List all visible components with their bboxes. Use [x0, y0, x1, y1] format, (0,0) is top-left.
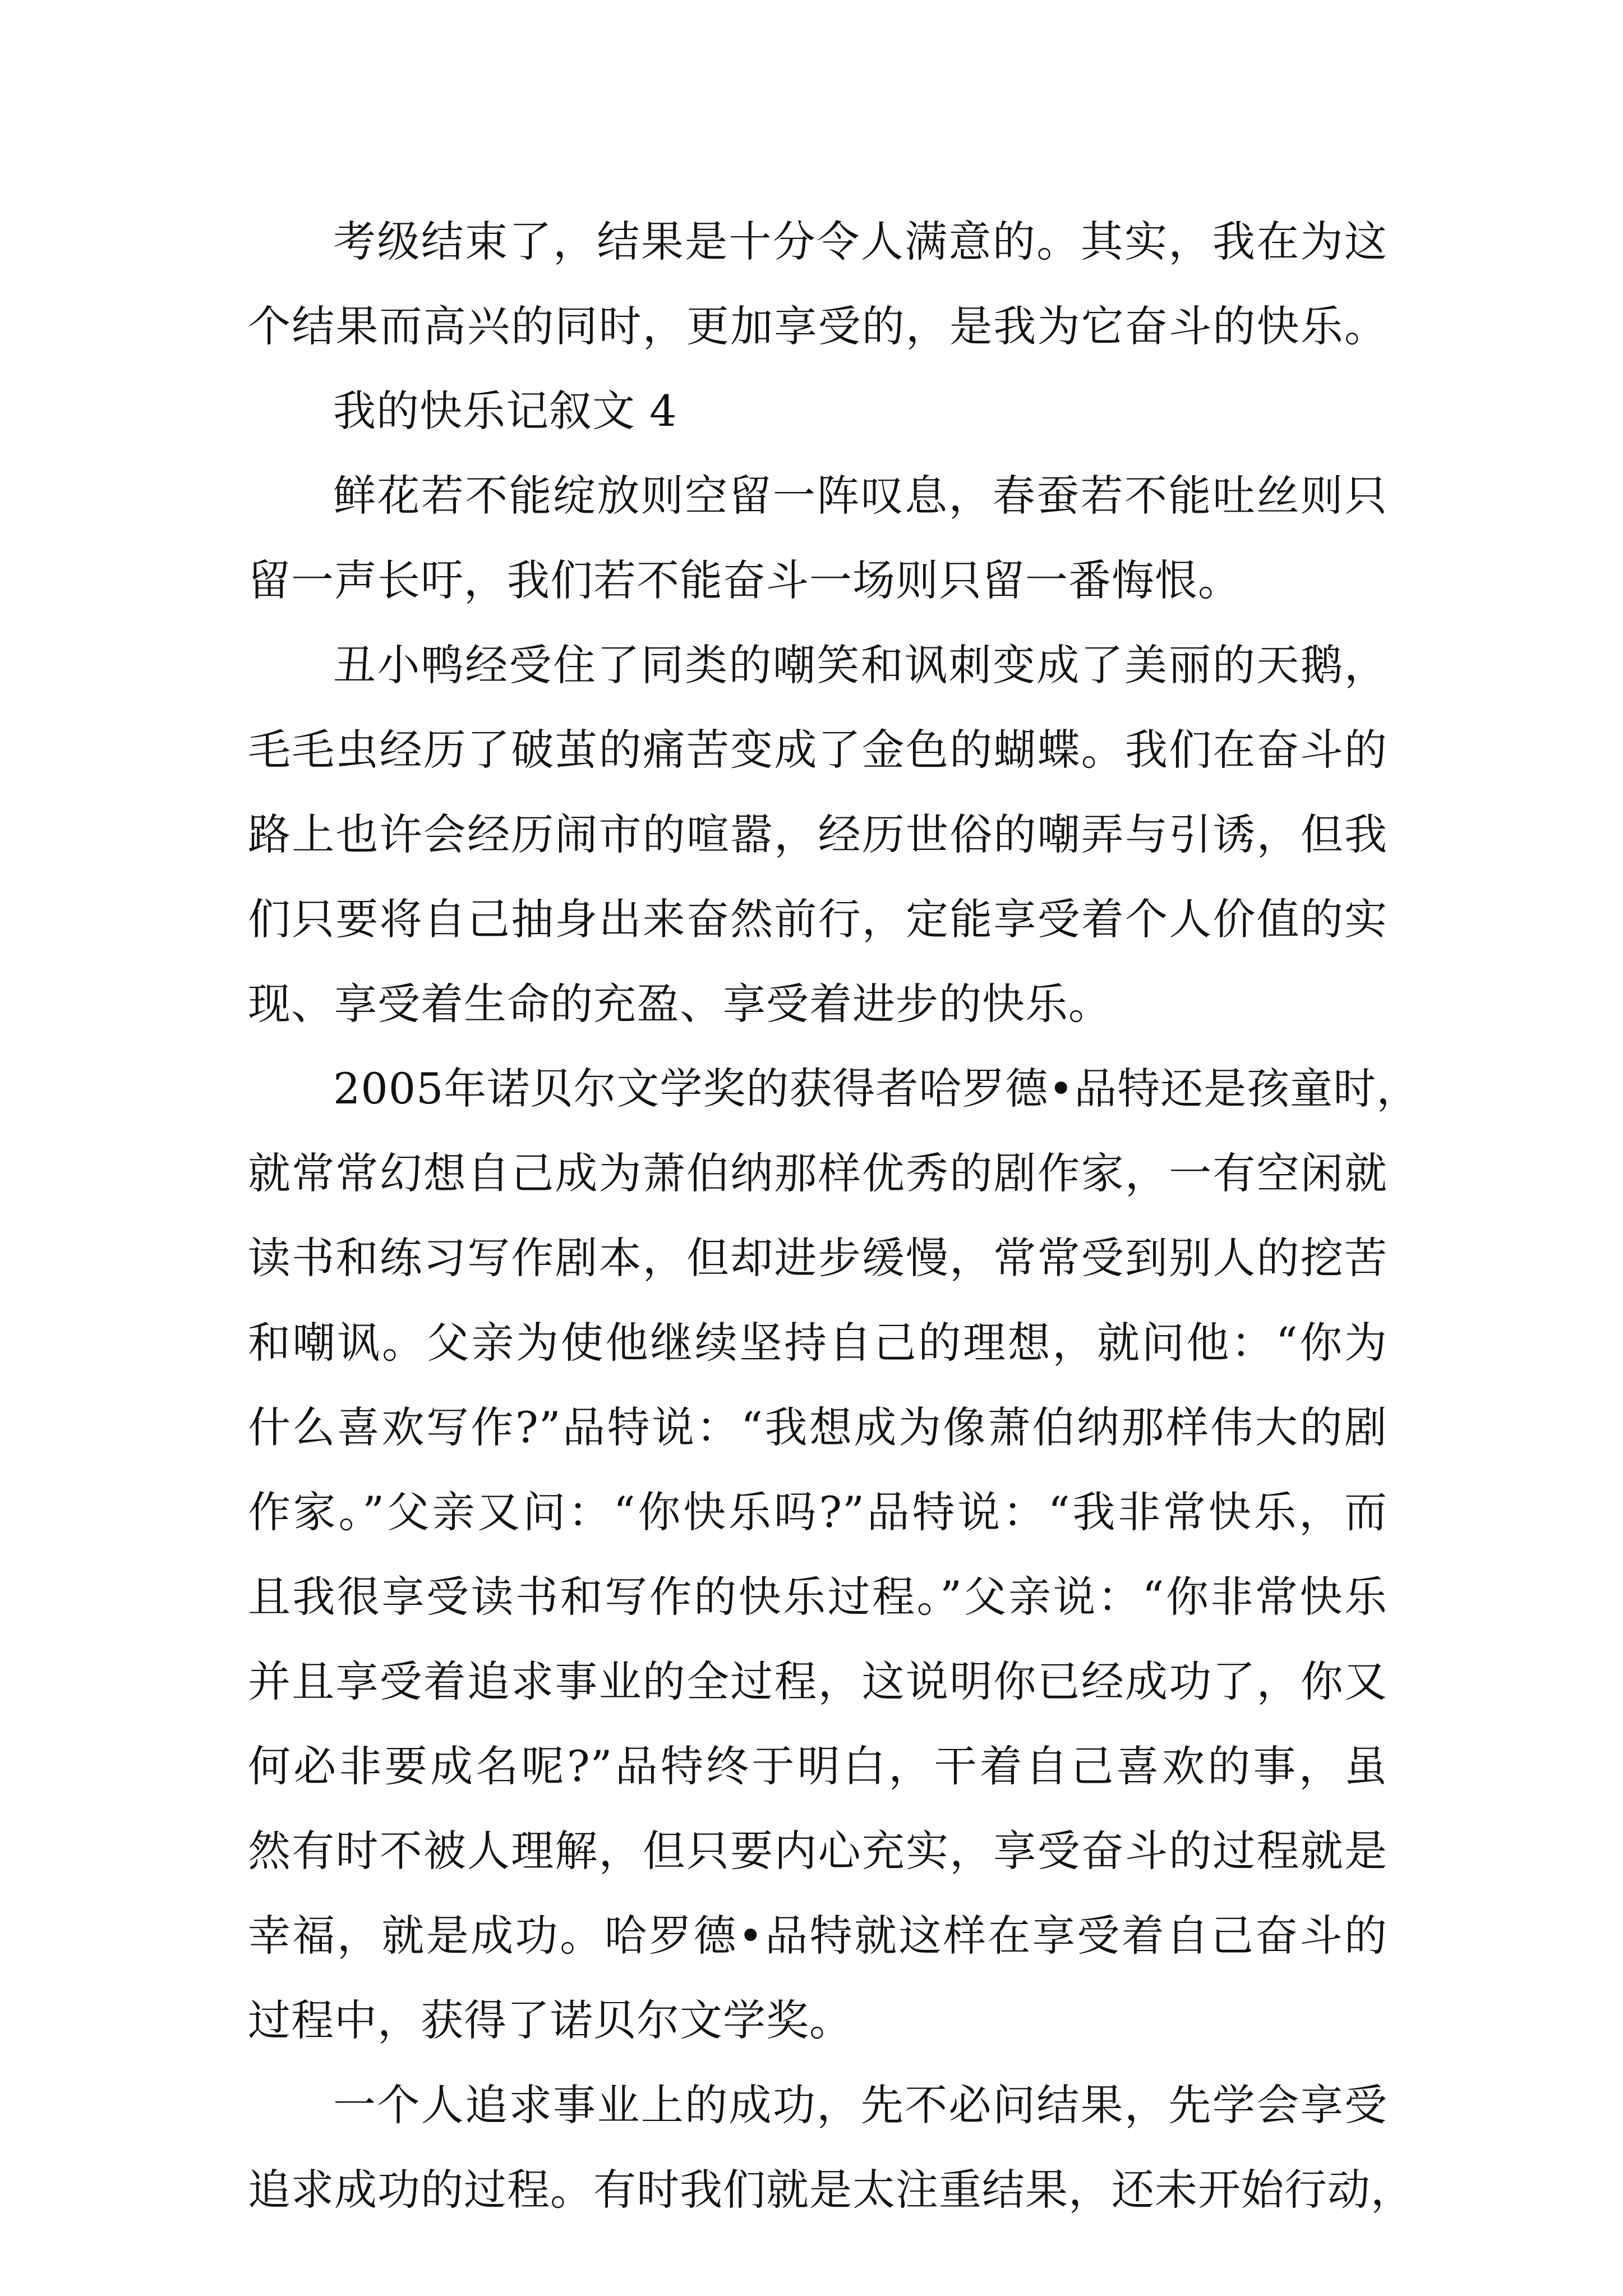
text-line: 个结果而高兴的同时，更加享受的，是我为它奋斗的快乐。 [248, 301, 1387, 351]
text-line: 现、享受着生命的充盈、享受着进步的快乐。 [248, 979, 1112, 1029]
text-line: 一个人追求事业上的成功，先不必问结果，先学会享受 [333, 2080, 1387, 2130]
text-line: 读书和练习写作剧本，但却进步缓慢，常常受到别人的挖苦 [248, 1233, 1387, 1283]
text-line: 路上也许会经历闹市的喧嚣，经历世俗的嘲弄与引诱，但我 [248, 809, 1387, 859]
text-line: 且我很享受读书和写作的快乐过程。”父亲说：“你非常快乐 [248, 1572, 1387, 1622]
text-line: 幸福，就是成功。哈罗德•品特就这样在享受着自己奋斗的 [248, 1911, 1387, 1961]
text-line: 什么喜欢写作?”品特说：“我想成为像萧伯纳那样伟大的剧 [248, 1402, 1387, 1452]
text-line: 丑小鸭经受住了同类的嘲笑和讽刺变成了美丽的天鹅， [333, 640, 1387, 690]
text-line: 鲜花若不能绽放则空留一阵叹息，春蚕若不能吐丝则只 [333, 471, 1387, 521]
text-line: 2005年诺贝尔文学奖的获得者哈罗德•品特还是孩童时， [333, 1064, 1420, 1114]
text-line: 就常常幻想自己成为萧伯纳那样优秀的剧作家，一有空闲就 [248, 1148, 1387, 1198]
text-line: 何必非要成名呢?”品特终于明白，干着自己喜欢的事，虽 [248, 1741, 1387, 1791]
text-line: 留一声长吁，我们若不能奋斗一场则只留一番悔恨。 [248, 555, 1241, 605]
text-line: 们只要将自己抽身出来奋然前行，定能享受着个人价值的实 [248, 894, 1387, 944]
article-body [248, 199, 1420, 2232]
text-line: 毛毛虫经历了破茧的痛苦变成了金色的蝴蝶。我们在奋斗的 [248, 725, 1387, 775]
text-line: 和嘲讽。父亲为使他继续坚持自己的理想，就问他：“你为 [248, 1318, 1387, 1368]
text-line: 并且享受着追求事业的全过程，这说明你已经成功了，你又 [248, 1657, 1387, 1706]
text-line: 追求成功的过程。有时我们就是太注重结果，还未开始行动， [248, 2165, 1414, 2215]
text-line: 作家。”父亲又问：“你快乐吗?”品特说：“我非常快乐，而 [248, 1487, 1387, 1537]
text-line: 考级结束了，结果是十分令人满意的。其实，我在为这 [333, 217, 1387, 266]
text-line: 然有时不被人理解，但只要内心充实，享受奋斗的过程就是 [248, 1826, 1387, 1876]
section-heading: 我的快乐记叙文 4 [333, 386, 677, 436]
text-line: 过程中，获得了诺贝尔文学奖。 [248, 1995, 852, 2045]
